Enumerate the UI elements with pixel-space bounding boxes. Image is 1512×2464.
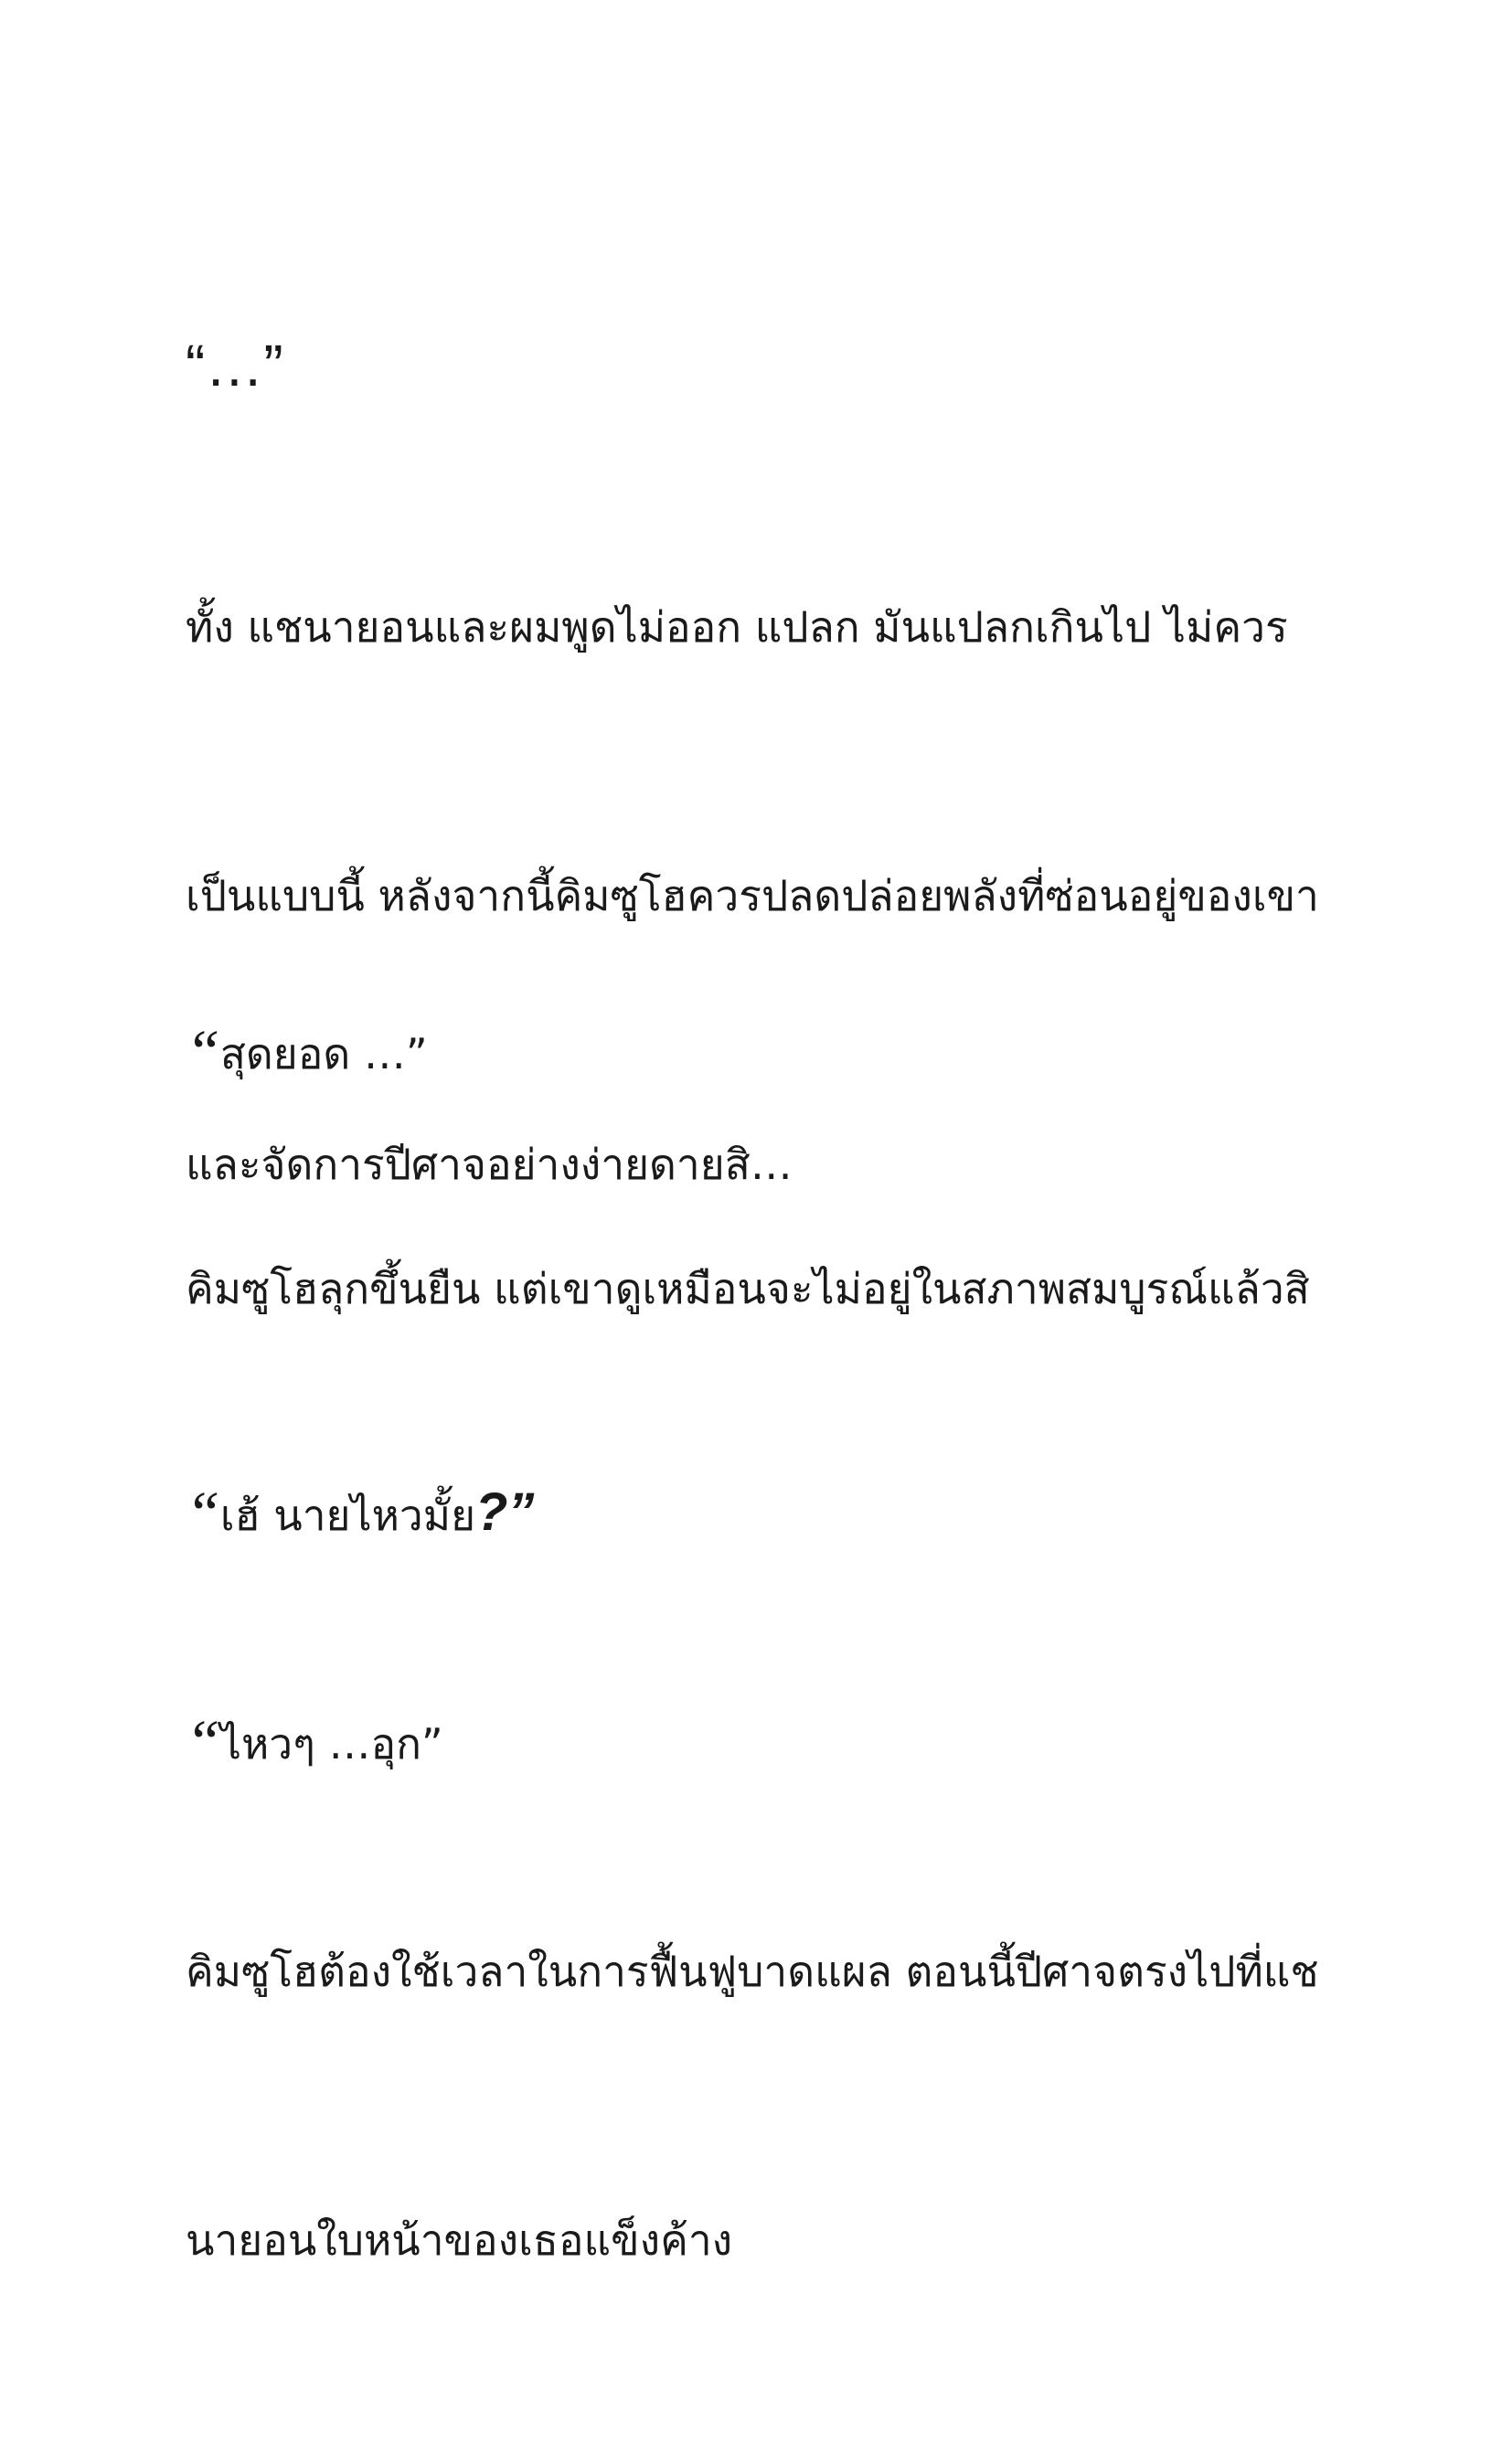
ellipsis-text: “…” bbox=[186, 333, 283, 398]
dialog-text: เฮ้ นายไหวมั้ย bbox=[219, 1491, 476, 1540]
paragraph-line: คิมซูโฮลุกขึ้นยืน แต่เขาดูเหมือนจะไม่อยู่ในสภาพสมบูรณ์แล้วสิ bbox=[186, 1264, 1310, 1313]
paragraph-3 bbox=[186, 1747, 1337, 2464]
dialog-text: ไหวๆ …อุก” bbox=[219, 1719, 443, 1768]
dialog-text: สุดยอด …” bbox=[219, 1029, 428, 1078]
open-quote: “ bbox=[186, 1706, 220, 1776]
open-quote: “ bbox=[186, 1016, 220, 1086]
question-end: ?” bbox=[475, 1482, 535, 1542]
paragraph-line: คิมซูโฮต้องใช้เวลาในการฟื้นฟูบาดแผล ตอนนี้ปีศาจตรงไปที่แช bbox=[186, 1947, 1319, 1996]
paragraph-line: ทั้ง แชนายอนและผมพูดไม่ออก แปลก มันแปลกเกินไป ไม่ควร bbox=[186, 602, 1288, 652]
paragraph-line: และจัดการปีศาจอย่างง่ายดายสิ… bbox=[186, 1140, 793, 1189]
paragraph-line: เป็นแบบนี้ หลังจากนี้คิมซูโฮควรปลดปล่อยพลังที่ซ่อนอยู่ของเขา bbox=[186, 871, 1319, 920]
open-quote: “ bbox=[186, 1478, 220, 1547]
paragraph-line: นายอนใบหน้าของเธอแข็งค้าง bbox=[186, 2215, 733, 2265]
